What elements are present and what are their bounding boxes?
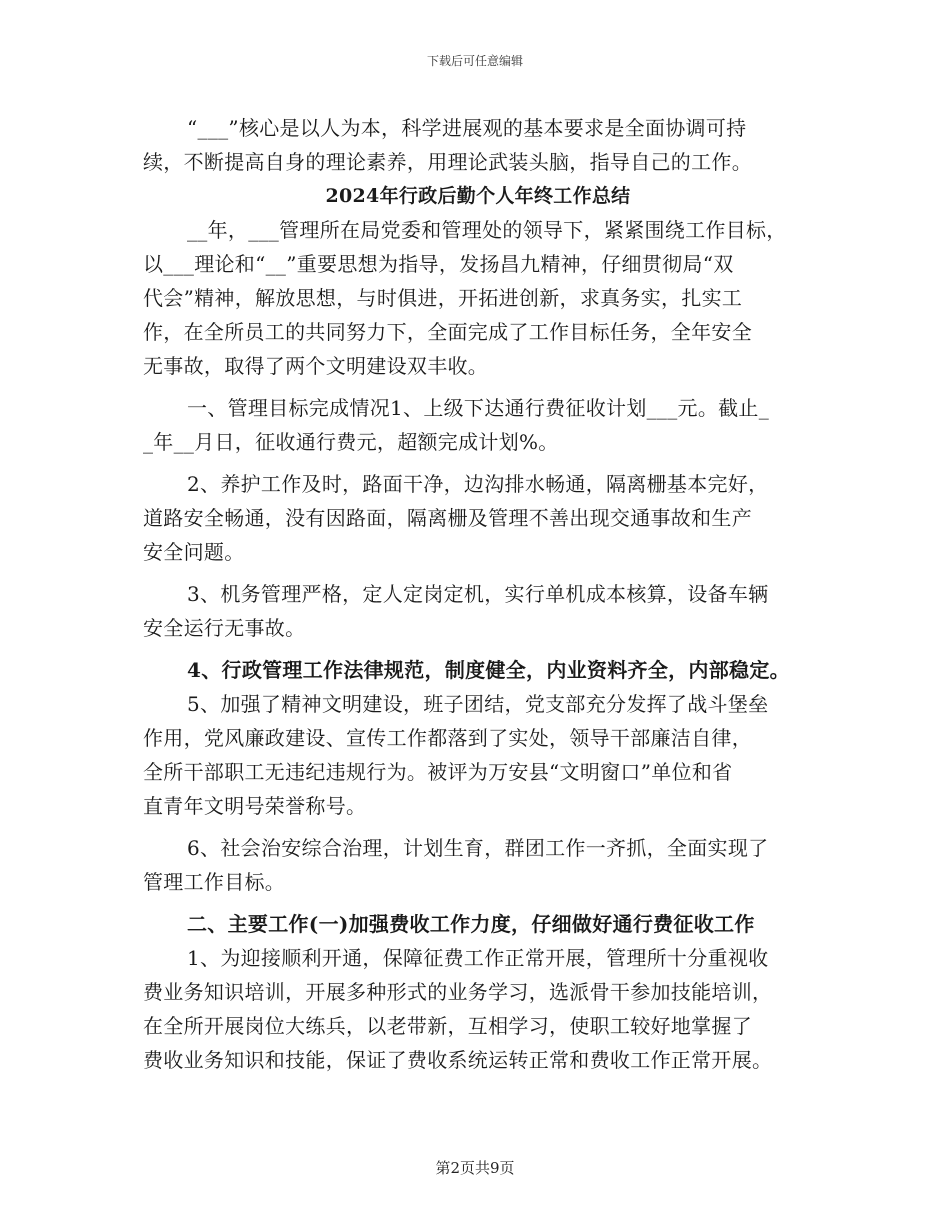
- text-line: 管理工作目标。: [143, 870, 286, 894]
- text-line: 直青年文明号荣誉称号。: [143, 794, 367, 818]
- page-header: 下载后可任意编辑: [426, 54, 523, 68]
- text-line: 无事故，取得了两个文明建设双丰收。: [143, 354, 489, 378]
- text-line: 4、行政管理工作法律规范，制度健全，内业资料齐全，内部稳定。: [187, 658, 790, 682]
- document-body: [143, 111, 813, 1077]
- text-line: __年，___管理所在局党委和管理处的领导下，紧紧围绕工作目标，: [187, 218, 787, 242]
- text-line: 费业务知识培训，开展多种形式的业务学习，选派骨干参加技能培训，: [143, 980, 773, 1004]
- text-line: 道路安全畅通，没有因路面，隔离栅及管理不善出现交通事故和生产: [143, 506, 752, 530]
- text-line: _年__月日，征收通行费元，超额完成计划%。: [143, 430, 559, 454]
- page-footer: 第2页共9页: [435, 1159, 515, 1177]
- text-line: 以___理论和“__”重要思想为指导，发扬昌九精神，仔细贯彻局“双: [143, 252, 734, 276]
- text-line: 安全运行无事故。: [143, 616, 306, 640]
- text-line: 在全所开展岗位大练兵，以老带新，互相学习，使职工较好地掌握了: [143, 1014, 752, 1038]
- text-line: 3、机务管理严格，定人定岗定机，实行单机成本核算，设备车辆: [187, 582, 769, 606]
- text-line: 代会”精神，解放思想，与时俱进，开拓进创新，求真务实，扎实工: [143, 286, 743, 310]
- text-line: 作，在全所员工的共同努力下，全面完成了工作目标任务，全年安全: [143, 320, 752, 344]
- text-line: 一、管理目标完成情况1、上级下达通行费征收计划___元。截止_: [187, 396, 770, 420]
- text-line: 2、养护工作及时，路面干净，边沟排水畅通，隔离栅基本完好，: [187, 472, 769, 496]
- text-line: 安全问题。: [143, 540, 245, 564]
- text-line: 全所干部职工无违纪违规行为。被评为万安县“文明窗口”单位和省: [143, 760, 733, 784]
- text-line: “___”核心是以人为本，科学进展观的基本要求是全面协调可持: [187, 116, 747, 140]
- text-line: 费收业务知识和技能，保证了费收系统运转正常和费收工作正常开展。: [143, 1048, 773, 1072]
- text-line: 二、主要工作(一)加强费收工作力度，仔细做好通行费征收工作: [187, 912, 755, 936]
- text-line: 作用，党风廉政建设、宣传工作都落到了实处，领导干部廉洁自律，: [143, 726, 752, 750]
- text-line: 6、社会治安综合治理，计划生育，群团工作一齐抓，全面实现了: [187, 836, 769, 860]
- text-line: 续，不断提高自身的理论素养，用理论武装头脑，指导自己的工作。: [143, 150, 752, 174]
- text-line: 1、为迎接顺利开通，保障征费工作正常开展，管理所十分重视收: [187, 946, 769, 970]
- text-line: 5、加强了精神文明建设，班子团结，党支部充分发挥了战斗堡垒: [187, 692, 769, 716]
- document-title: 2024年行政后勤个人年终工作总结: [325, 185, 631, 207]
